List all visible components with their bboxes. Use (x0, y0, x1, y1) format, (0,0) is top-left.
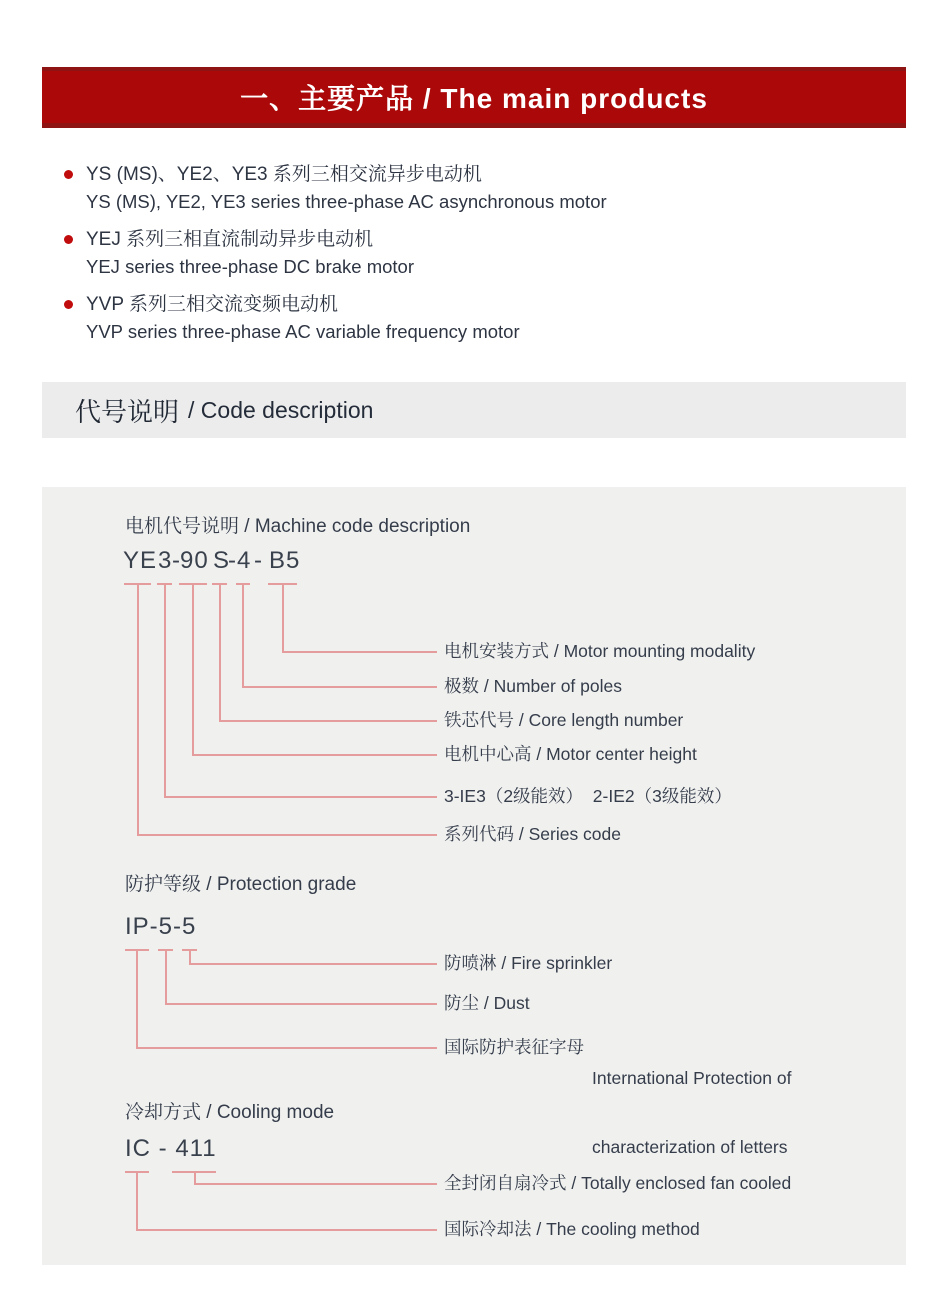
diagram-label: 极数 / Number of poles (444, 676, 622, 696)
diagram-label-en-line: characterization of letters (592, 1137, 788, 1157)
connector-line (282, 651, 437, 653)
code-separator: - (254, 547, 263, 574)
code-segment: 90 (180, 547, 209, 574)
main-products-banner (42, 67, 906, 128)
connector-line (137, 585, 139, 834)
connector-line (137, 834, 437, 836)
connector-line (242, 585, 244, 686)
connector-line (219, 585, 221, 720)
bullet-icon (64, 300, 73, 309)
code-description-section-header (42, 382, 906, 438)
connector-line (136, 1229, 437, 1231)
code-explanation-panel (42, 487, 906, 1265)
diagram-label: 防尘 / Dust (444, 993, 530, 1013)
code-segment: S (213, 547, 231, 574)
connector-line (219, 720, 437, 722)
connector-line (136, 1173, 138, 1229)
connector-line (164, 585, 166, 796)
product-name-cn: YVP 系列三相交流变频电动机 (86, 294, 338, 315)
diagram-label: 国际防护表征字母 (444, 1037, 584, 1057)
connector-line (189, 951, 191, 963)
connector-line (136, 951, 138, 1047)
bullet-icon (64, 235, 73, 244)
code-segment: YE (123, 547, 158, 574)
connector-line (192, 585, 194, 754)
product-item (64, 227, 884, 281)
diagram-label: 铁芯代号 / Core length number (444, 710, 684, 730)
connector-line (136, 1047, 437, 1049)
code-separator: - (228, 547, 237, 574)
code-segment: 3 (158, 547, 173, 574)
diagram-label: 防喷淋 / Fire sprinkler (444, 953, 613, 973)
bullet-icon (64, 170, 73, 179)
product-name-en: YEJ series three-phase DC brake motor (86, 256, 414, 277)
product-item (64, 162, 884, 216)
diagram-label: 电机安装方式 / Motor mounting modality (444, 641, 756, 661)
code-separator: - (172, 547, 181, 574)
connector-line (189, 963, 437, 965)
diagram-label: 电机中心高 / Motor center height (444, 744, 697, 764)
connector-line (194, 1183, 437, 1185)
connector-line (194, 1173, 196, 1183)
product-list (64, 162, 884, 357)
cooling-code: IC - 411 (125, 1135, 217, 1162)
connector-line (165, 1003, 437, 1005)
code-segment: B5 (269, 547, 301, 574)
diagram-label: 系列代码 / Series code (444, 824, 621, 844)
product-name-cn: YEJ 系列三相直流制动异步电动机 (86, 229, 374, 250)
banner-title: 一、主要产品 / The main products (240, 83, 708, 114)
section-title-cn: 代号说明 (75, 396, 180, 427)
connector-line (282, 585, 284, 651)
product-name-en: YS (MS), YE2, YE3 series three-phase AC asynchronous motor (86, 191, 607, 212)
connector-line (165, 951, 167, 1003)
product-name-en: YVP series three-phase AC variable frequency motor (86, 321, 520, 342)
product-item (64, 292, 884, 346)
connector-line (242, 686, 437, 688)
diagram-label: 国际冷却法 / The cooling method (444, 1219, 700, 1239)
cooling-heading: 冷却方式 / Cooling mode (125, 1102, 335, 1123)
code-segment: 4 (237, 547, 252, 574)
diagram-label: 全封闭自扇冷式 / Totally enclosed fan cooled (444, 1173, 792, 1193)
section-title-en: / Code description (188, 396, 374, 423)
protection-code: IP-5-5 (125, 913, 197, 940)
machine-code-heading: 电机代号说明 / Machine code description (125, 516, 471, 537)
connector-line (192, 754, 437, 756)
connector-line (164, 796, 437, 798)
diagram-label: 3-IE3（2级能效） 2-IE2（3级能效） (444, 786, 732, 806)
protection-heading: 防护等级 / Protection grade (125, 874, 357, 895)
product-name-cn: YS (MS)、YE2、YE3 系列三相交流异步电动机 (86, 164, 482, 185)
diagram-label-en-line: International Protection of (592, 1068, 792, 1088)
